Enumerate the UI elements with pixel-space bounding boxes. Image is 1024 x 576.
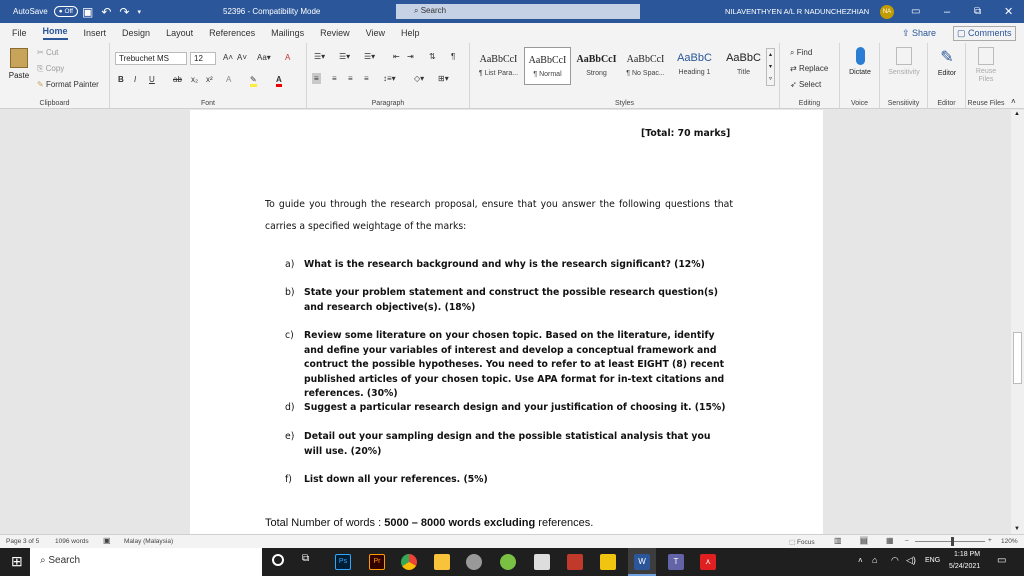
item-label: f): [285, 474, 292, 485]
teams-icon[interactable]: T: [668, 554, 684, 570]
editor-name: Editor: [937, 70, 957, 77]
align-right-icon[interactable]: ≡: [348, 74, 353, 83]
illustrator-icon[interactable]: Pr: [369, 554, 385, 570]
style-name: ¶ List Para...: [478, 70, 519, 77]
change-case-icon[interactable]: Aa▾: [257, 53, 271, 62]
scroll-up-icon[interactable]: ▲: [1014, 111, 1020, 117]
copy-label: Copy: [45, 64, 65, 73]
tab-home[interactable]: Home: [43, 26, 68, 40]
app-icon-3[interactable]: [534, 554, 550, 570]
close-icon[interactable]: ✕: [1004, 6, 1014, 18]
style-name: ¶ Normal: [533, 71, 562, 78]
item-label: e): [285, 431, 295, 442]
clock-date[interactable]: 5/24/2021: [949, 563, 981, 570]
dictate-label: Dictate: [849, 69, 871, 76]
tab-references[interactable]: References: [209, 28, 256, 38]
minimize-icon[interactable]: –: [944, 5, 951, 18]
photoshop-icon[interactable]: Ps: [335, 554, 351, 570]
style-sample: AaBbCcI: [479, 54, 518, 65]
show-marks-icon[interactable]: ¶: [451, 52, 456, 61]
style-sample: AaBbC: [726, 52, 761, 64]
editor-button[interactable]: [932, 47, 962, 77]
item-text: List down all your references. (5%): [304, 474, 488, 485]
editor-group: [928, 43, 966, 109]
multilevel-icon[interactable]: ☰▾: [364, 52, 376, 61]
tab-file[interactable]: File: [12, 28, 27, 38]
app-icon-1[interactable]: [466, 554, 482, 570]
clear-formatting-icon[interactable]: A: [285, 53, 291, 62]
increase-indent-icon[interactable]: ⇥: [407, 52, 414, 61]
item-text: State your problem statement and construct the possible research question(s) and research objective(s). (18%): [304, 287, 718, 313]
styles-label: Styles: [614, 100, 635, 107]
paste-label: Paste: [8, 71, 30, 80]
app-icon-2[interactable]: [500, 554, 516, 570]
zoom-slider[interactable]: [915, 541, 985, 542]
word-icon: W: [634, 554, 650, 570]
cut-button[interactable]: [37, 48, 58, 57]
document-title[interactable]: 52396 - Compatibility Mode: [223, 7, 321, 16]
font-grow-icon[interactable]: A˄: [223, 53, 234, 62]
borders-icon[interactable]: ⊞▾: [438, 74, 449, 83]
autosave-toggle[interactable]: ● Off: [54, 6, 78, 17]
editor-label: Editor: [937, 100, 956, 107]
font-label: Font: [200, 100, 215, 107]
language[interactable]: Malay (Malaysia): [124, 538, 174, 545]
style-sample: AaBbC: [677, 52, 712, 64]
print-layout-icon[interactable]: ▤: [860, 536, 868, 545]
windows-start-icon[interactable]: ⊞: [11, 553, 23, 569]
voice-label: Voice: [850, 100, 869, 107]
search-placeholder: Search: [420, 6, 447, 15]
item-text: What is the research background and why is the research significant? (12%): [304, 259, 705, 270]
clipboard-label: Clipboard: [39, 100, 70, 107]
total-words: [265, 517, 593, 529]
search-icon: ⌕: [414, 6, 421, 15]
status-bar: [0, 534, 1024, 548]
volume-icon[interactable]: ◁): [906, 555, 916, 565]
style-name: Heading 1: [678, 69, 711, 76]
voice-group: [840, 43, 880, 109]
share-button[interactable]: [902, 28, 936, 39]
acrobat-icon[interactable]: ⋏: [700, 554, 716, 570]
underline-icon[interactable]: U: [149, 75, 155, 84]
tab-view[interactable]: View: [365, 28, 386, 38]
total-marks: [Total: 70 marks]: [641, 128, 731, 139]
ribbon: [0, 43, 1024, 109]
reuse-button[interactable]: [968, 47, 1004, 84]
document-area: [0, 110, 1011, 534]
share-icon: ⇪: [902, 27, 913, 38]
focus-button[interactable]: [789, 538, 815, 546]
style-name: Title: [737, 69, 750, 76]
font-size-box[interactable]: 12: [190, 52, 216, 65]
intro-paragraph: To guide you through the research proposal, ensure that you answer the following questions that carries a specified weightage of the marks:: [265, 199, 733, 232]
bold-icon[interactable]: B: [118, 75, 124, 84]
styles-group: [470, 43, 780, 109]
italic-icon[interactable]: I: [134, 75, 137, 84]
undo-icon[interactable]: ↶: [101, 4, 112, 19]
title-bar: [0, 0, 1024, 23]
tab-help[interactable]: Help: [401, 28, 420, 38]
editing-group: [780, 43, 840, 109]
customize-qat-icon[interactable]: ▾: [137, 8, 141, 16]
read-mode-icon[interactable]: ▥: [834, 536, 842, 545]
chrome-icon[interactable]: [401, 554, 417, 570]
page-count[interactable]: Page 3 of 5: [6, 538, 40, 545]
style-sample: AaBbCcI: [626, 54, 665, 65]
tab-layout[interactable]: Layout: [166, 28, 194, 38]
style-no-spacing[interactable]: [622, 47, 669, 85]
scroll-down-icon[interactable]: ▼: [1014, 526, 1020, 532]
ribbon-tabs: [0, 23, 1024, 43]
reuse-name: Reuse Files: [975, 68, 997, 83]
word-count[interactable]: 1096 words: [55, 538, 89, 545]
item-label: d): [285, 402, 295, 413]
editing-label: Editing: [798, 100, 821, 107]
vertical-scrollbar[interactable]: [1011, 110, 1024, 534]
style-heading-1[interactable]: [671, 47, 718, 85]
sensitivity-label: Sensitivity: [887, 100, 920, 107]
cut-label: Cut: [45, 48, 59, 57]
ribbon-display-icon[interactable]: ▭: [911, 6, 921, 17]
search-icon: ⌕: [40, 555, 49, 566]
total-words-suffix: references.: [535, 517, 594, 529]
tray-chevron-icon[interactable]: ˄: [858, 556, 863, 565]
replace-icon: ⇄: [790, 64, 799, 73]
comment-icon: ▢: [957, 27, 969, 38]
taskbar-search[interactable]: [30, 548, 262, 576]
task-view-icon[interactable]: ⧉: [302, 553, 310, 564]
item-text: Detail out your sampling design and the possible statistical analysis that you will use. (20%): [304, 431, 711, 457]
editor-pen-icon: ✎: [940, 49, 954, 66]
item-label: a): [285, 259, 295, 270]
document-page[interactable]: [190, 110, 823, 534]
collapse-ribbon-icon[interactable]: ˄: [1011, 97, 1016, 106]
zoom-out-icon[interactable]: –: [905, 537, 909, 544]
text-effects-icon[interactable]: A: [226, 75, 232, 84]
app-icon-4[interactable]: [567, 554, 583, 570]
tab-review[interactable]: Review: [320, 28, 350, 38]
item-text: Review some literature on your chosen topic. Based on the literature, identify and define your variables of interest and develop a conceptual framework and contruct the possible hypotheses. You need to refer to at least EIGHT (8) recent published articles of your chosen topic. Use APA format for in-text citations and references. (30%): [304, 330, 725, 399]
line-spacing-icon[interactable]: ↕≡▾: [383, 74, 396, 83]
font-shrink-icon[interactable]: A˅: [237, 53, 248, 62]
subscript-icon[interactable]: x₂: [191, 75, 199, 84]
style-title[interactable]: [720, 47, 767, 85]
zoom-thumb[interactable]: [951, 537, 954, 546]
replace-button[interactable]: [790, 64, 828, 73]
sensitivity-group: [880, 43, 928, 109]
taskbar: [0, 548, 1024, 576]
font-name-box[interactable]: Trebuchet MS: [115, 52, 187, 65]
paste-button[interactable]: [8, 48, 30, 80]
zoom-level[interactable]: 120%: [1001, 538, 1018, 545]
clock-time[interactable]: 1:18 PM: [954, 551, 981, 558]
autosave-label: AutoSave: [13, 7, 48, 16]
avatar[interactable]: NA: [880, 5, 894, 19]
sort-icon[interactable]: ⇅: [429, 52, 436, 61]
font-group: [110, 43, 307, 109]
superscript-icon[interactable]: x²: [206, 75, 213, 84]
copy-icon: ⎘: [37, 64, 46, 73]
tab-insert[interactable]: Insert: [83, 28, 107, 38]
find-button[interactable]: [790, 48, 812, 58]
bullets-icon[interactable]: ☰▾: [314, 52, 326, 61]
search-icon: ⌕: [790, 48, 797, 57]
styles-scroll[interactable]: ▴ ▾ ▿: [766, 48, 775, 86]
tab-mailings[interactable]: Mailings: [271, 28, 305, 38]
comments-button[interactable]: [953, 26, 1016, 41]
replace-label: Replace: [798, 64, 829, 73]
find-label: Find: [796, 48, 813, 57]
reuse-icon: [978, 47, 994, 65]
network-icon[interactable]: ⌂: [872, 555, 878, 565]
clipboard-icon: [10, 48, 28, 68]
style-normal[interactable]: [524, 47, 571, 85]
word-active-tab[interactable]: [628, 548, 656, 576]
align-left-icon[interactable]: ≡: [314, 74, 319, 83]
reuse-group: [966, 43, 1006, 109]
save-icon[interactable]: ▣: [82, 4, 94, 19]
item-label: c): [285, 330, 294, 341]
justify-icon[interactable]: ≡: [364, 74, 369, 83]
comments-label: Comments: [968, 27, 1012, 38]
font-color-icon[interactable]: A: [276, 75, 282, 87]
paragraph-group: [307, 43, 470, 109]
sensitivity-button[interactable]: [884, 47, 924, 76]
total-words-range: 5000 – 8000 words excluding: [384, 517, 536, 529]
item-label: b): [285, 287, 295, 298]
zoom-in-icon[interactable]: +: [988, 537, 992, 544]
tag-icon: [896, 47, 912, 65]
highlight-icon[interactable]: ✎: [250, 75, 257, 87]
restore-icon[interactable]: ⧉: [974, 6, 982, 17]
cortana-icon[interactable]: [272, 554, 284, 566]
notifications-icon[interactable]: ▭: [997, 555, 1007, 566]
share-label: Share: [912, 27, 937, 38]
select-button[interactable]: [790, 80, 821, 89]
style-sample: AaBbCcI: [528, 55, 567, 66]
file-explorer-icon[interactable]: [434, 554, 450, 570]
tab-design[interactable]: Design: [122, 28, 151, 38]
proofing-icon[interactable]: ▣: [103, 536, 111, 545]
sensitivity-name: Sensitivity: [888, 69, 920, 76]
focus-label: Focus: [796, 539, 815, 546]
clipboard-group: [0, 43, 110, 109]
paragraph-label: Paragraph: [371, 100, 405, 107]
scissors-icon: ✂: [37, 48, 46, 57]
brush-icon: ✎: [37, 80, 46, 89]
decrease-indent-icon[interactable]: ⇤: [393, 52, 400, 61]
style-strong[interactable]: [573, 47, 620, 85]
microphone-icon: [856, 47, 865, 65]
search-box[interactable]: [396, 4, 640, 19]
user-name[interactable]: NILAVENTHYEN A/L R NADUNCHEZHIAN: [725, 7, 870, 16]
web-layout-icon[interactable]: ▦: [886, 536, 894, 545]
taskbar-search-label: Search: [48, 555, 81, 566]
dictate-button[interactable]: [845, 47, 875, 76]
redo-icon[interactable]: ↷: [119, 4, 130, 19]
total-words-prefix: Total Number of words :: [265, 517, 385, 529]
strikethrough-icon[interactable]: ab: [173, 75, 182, 84]
copy-button[interactable]: [37, 64, 64, 74]
cursor-icon: ➶: [790, 80, 799, 89]
autosave-state: Off: [64, 8, 73, 15]
format-painter-label: Format Painter: [45, 80, 99, 89]
focus-icon: ⬚: [789, 539, 797, 546]
numbering-icon[interactable]: ☰▾: [339, 52, 351, 61]
wifi-icon[interactable]: ◠: [891, 555, 899, 565]
item-text: Suggest a particular research design and your justification of choosing it. (15%): [304, 402, 726, 413]
reuse-label: Reuse Files: [967, 100, 1005, 107]
app-icon-5[interactable]: [600, 554, 616, 570]
style-list-paragraph[interactable]: [475, 47, 522, 85]
shading-icon[interactable]: ◇▾: [414, 74, 425, 83]
format-painter-button[interactable]: [37, 80, 99, 89]
select-label: Select: [798, 80, 822, 89]
align-center-icon[interactable]: ≡: [332, 74, 337, 83]
style-sample: AaBbCcI: [576, 54, 617, 65]
language-indicator[interactable]: ENG: [925, 557, 941, 564]
scroll-thumb[interactable]: [1013, 332, 1022, 384]
style-name: ¶ No Spac...: [626, 70, 665, 77]
style-name: Strong: [586, 70, 607, 77]
